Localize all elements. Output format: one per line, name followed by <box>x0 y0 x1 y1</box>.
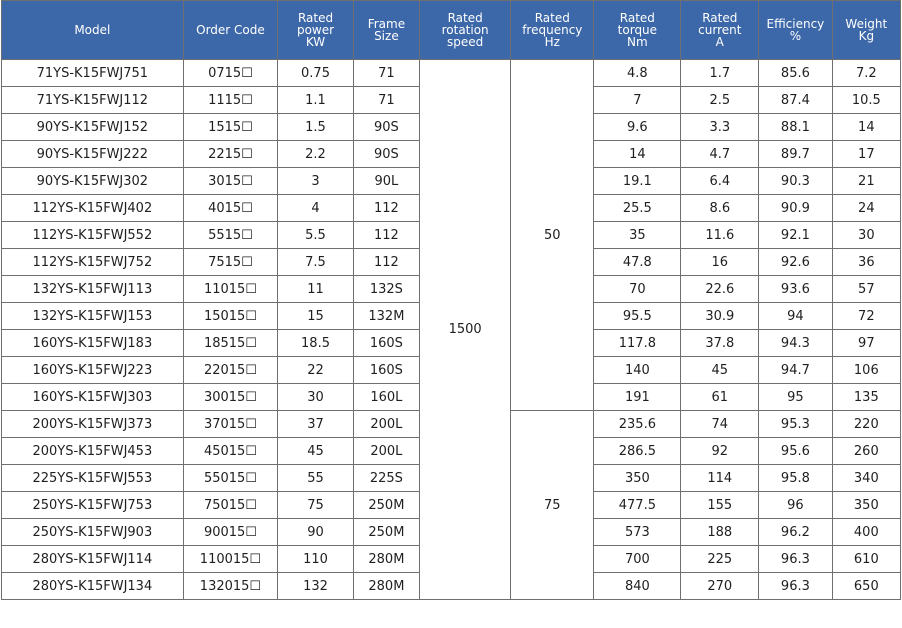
cell-model: 280YS-K15FWJ114 <box>2 546 184 573</box>
cell-order-code: 3015☐ <box>183 168 278 195</box>
cell-rated-frequency: 50 <box>511 60 594 411</box>
cell-frame-size: 90L <box>353 168 419 195</box>
cell-model: 160YS-K15FWJ183 <box>2 330 184 357</box>
cell-rated-torque: 477.5 <box>594 492 681 519</box>
cell-rated-power: 30 <box>278 384 354 411</box>
cell-model: 90YS-K15FWJ222 <box>2 141 184 168</box>
header-line: A <box>715 35 724 49</box>
cell-order-code: 75015☐ <box>183 492 278 519</box>
cell-rated-power: 22 <box>278 357 354 384</box>
cell-weight: 350 <box>832 492 900 519</box>
cell-order-code: 22015☐ <box>183 357 278 384</box>
cell-rated-power: 55 <box>278 465 354 492</box>
cell-efficiency: 94.3 <box>759 330 833 357</box>
cell-rated-torque: 70 <box>594 276 681 303</box>
header-frame-size <box>353 1 419 60</box>
cell-order-code: 5515☐ <box>183 222 278 249</box>
cell-model: 132YS-K15FWJ113 <box>2 276 184 303</box>
cell-weight: 30 <box>832 222 900 249</box>
cell-order-code: 0715☐ <box>183 60 278 87</box>
header-line: power <box>296 23 335 37</box>
cell-order-code: 11015☐ <box>183 276 278 303</box>
table-header-row <box>2 1 901 60</box>
header-rated-current <box>681 1 759 60</box>
cell-rated-current: 270 <box>681 573 759 600</box>
cell-efficiency: 95.3 <box>759 411 833 438</box>
table-row <box>2 60 901 87</box>
cell-rated-frequency: 75 <box>511 411 594 600</box>
header-line: Rated <box>297 11 334 25</box>
header-line: frequency <box>522 23 583 37</box>
cell-weight: 106 <box>832 357 900 384</box>
cell-weight: 7.2 <box>832 60 900 87</box>
cell-rated-torque: 350 <box>594 465 681 492</box>
cell-frame-size: 225S <box>353 465 419 492</box>
table-body <box>2 60 901 600</box>
cell-efficiency: 88.1 <box>759 114 833 141</box>
cell-rated-torque: 573 <box>594 519 681 546</box>
cell-weight: 340 <box>832 465 900 492</box>
cell-efficiency: 93.6 <box>759 276 833 303</box>
cell-rated-torque: 9.6 <box>594 114 681 141</box>
cell-frame-size: 112 <box>353 222 419 249</box>
header-line: Hz <box>544 35 560 49</box>
cell-order-code: 110015☐ <box>183 546 278 573</box>
cell-weight: 260 <box>832 438 900 465</box>
cell-weight: 97 <box>832 330 900 357</box>
cell-efficiency: 96.3 <box>759 573 833 600</box>
cell-rated-current: 92 <box>681 438 759 465</box>
cell-rated-power: 132 <box>278 573 354 600</box>
cell-frame-size: 71 <box>353 60 419 87</box>
cell-frame-size: 71 <box>353 87 419 114</box>
header-line: % <box>789 29 802 43</box>
cell-model: 112YS-K15FWJ752 <box>2 249 184 276</box>
cell-rated-current: 61 <box>681 384 759 411</box>
cell-model: 132YS-K15FWJ153 <box>2 303 184 330</box>
cell-model: 160YS-K15FWJ223 <box>2 357 184 384</box>
cell-frame-size: 132M <box>353 303 419 330</box>
cell-rated-torque: 117.8 <box>594 330 681 357</box>
cell-frame-size: 90S <box>353 141 419 168</box>
cell-rated-current: 45 <box>681 357 759 384</box>
cell-rated-torque: 19.1 <box>594 168 681 195</box>
cell-model: 71YS-K15FWJ112 <box>2 87 184 114</box>
cell-rated-power: 15 <box>278 303 354 330</box>
cell-order-code: 90015☐ <box>183 519 278 546</box>
cell-rated-current: 8.6 <box>681 195 759 222</box>
cell-rated-torque: 840 <box>594 573 681 600</box>
cell-rated-torque: 191 <box>594 384 681 411</box>
cell-rated-power: 7.5 <box>278 249 354 276</box>
header-line: Efficiency <box>766 17 825 31</box>
cell-rated-power: 90 <box>278 519 354 546</box>
cell-rated-current: 16 <box>681 249 759 276</box>
header-line: KW <box>305 35 326 49</box>
header-line: Kg <box>858 29 875 43</box>
cell-model: 280YS-K15FWJ134 <box>2 573 184 600</box>
header-order-code <box>183 1 278 60</box>
cell-order-code: 45015☐ <box>183 438 278 465</box>
cell-efficiency: 87.4 <box>759 87 833 114</box>
cell-frame-size: 200L <box>353 411 419 438</box>
cell-weight: 21 <box>832 168 900 195</box>
cell-rated-current: 4.7 <box>681 141 759 168</box>
cell-efficiency: 96.2 <box>759 519 833 546</box>
cell-rated-current: 37.8 <box>681 330 759 357</box>
cell-frame-size: 160S <box>353 357 419 384</box>
cell-weight: 36 <box>832 249 900 276</box>
cell-order-code: 18515☐ <box>183 330 278 357</box>
cell-order-code: 37015☐ <box>183 411 278 438</box>
cell-rated-torque: 7 <box>594 87 681 114</box>
cell-weight: 400 <box>832 519 900 546</box>
cell-order-code: 132015☐ <box>183 573 278 600</box>
cell-rated-power: 110 <box>278 546 354 573</box>
cell-rated-current: 188 <box>681 519 759 546</box>
cell-efficiency: 89.7 <box>759 141 833 168</box>
cell-weight: 220 <box>832 411 900 438</box>
cell-rated-power: 45 <box>278 438 354 465</box>
cell-weight: 650 <box>832 573 900 600</box>
cell-rated-power: 11 <box>278 276 354 303</box>
header-line: Size <box>374 29 399 43</box>
cell-rated-current: 225 <box>681 546 759 573</box>
header-line: Weight <box>845 17 888 31</box>
cell-efficiency: 95.8 <box>759 465 833 492</box>
cell-weight: 17 <box>832 141 900 168</box>
header-weight <box>832 1 900 60</box>
cell-model: 71YS-K15FWJ751 <box>2 60 184 87</box>
cell-rated-current: 155 <box>681 492 759 519</box>
cell-rated-torque: 700 <box>594 546 681 573</box>
cell-rated-power: 2.2 <box>278 141 354 168</box>
cell-rated-current: 2.5 <box>681 87 759 114</box>
cell-frame-size: 160S <box>353 330 419 357</box>
cell-frame-size: 250M <box>353 519 419 546</box>
cell-order-code: 4015☐ <box>183 195 278 222</box>
cell-rated-torque: 14 <box>594 141 681 168</box>
cell-model: 200YS-K15FWJ453 <box>2 438 184 465</box>
cell-rated-power: 1.1 <box>278 87 354 114</box>
header-line: Rated <box>534 11 570 25</box>
header-line: Frame <box>367 17 406 31</box>
cell-order-code: 15015☐ <box>183 303 278 330</box>
cell-rated-power: 0.75 <box>278 60 354 87</box>
cell-rated-torque: 140 <box>594 357 681 384</box>
cell-efficiency: 94 <box>759 303 833 330</box>
cell-rated-current: 6.4 <box>681 168 759 195</box>
cell-efficiency: 85.6 <box>759 60 833 87</box>
cell-model: 112YS-K15FWJ402 <box>2 195 184 222</box>
cell-frame-size: 250M <box>353 492 419 519</box>
cell-rated-current: 114 <box>681 465 759 492</box>
cell-rated-power: 5.5 <box>278 222 354 249</box>
cell-rated-torque: 47.8 <box>594 249 681 276</box>
cell-frame-size: 112 <box>353 195 419 222</box>
cell-rated-power: 37 <box>278 411 354 438</box>
cell-rated-rotation-speed: 1500 <box>419 60 510 600</box>
cell-frame-size: 160L <box>353 384 419 411</box>
cell-rated-torque: 4.8 <box>594 60 681 87</box>
header-model <box>2 1 184 60</box>
cell-frame-size: 280M <box>353 573 419 600</box>
cell-rated-power: 3 <box>278 168 354 195</box>
cell-rated-power: 1.5 <box>278 114 354 141</box>
header-efficiency <box>759 1 833 60</box>
cell-efficiency: 96 <box>759 492 833 519</box>
cell-rated-power: 18.5 <box>278 330 354 357</box>
header-rated-rotation-speed <box>419 1 510 60</box>
cell-rated-current: 22.6 <box>681 276 759 303</box>
header-line: Model <box>74 23 111 37</box>
cell-model: 160YS-K15FWJ303 <box>2 384 184 411</box>
cell-model: 250YS-K15FWJ753 <box>2 492 184 519</box>
cell-weight: 610 <box>832 546 900 573</box>
cell-model: 200YS-K15FWJ373 <box>2 411 184 438</box>
header-rated-frequency <box>511 1 594 60</box>
cell-rated-current: 74 <box>681 411 759 438</box>
cell-rated-torque: 286.5 <box>594 438 681 465</box>
cell-model: 225YS-K15FWJ553 <box>2 465 184 492</box>
cell-order-code: 1515☐ <box>183 114 278 141</box>
cell-weight: 24 <box>832 195 900 222</box>
cell-efficiency: 90.3 <box>759 168 833 195</box>
cell-rated-power: 75 <box>278 492 354 519</box>
header-rated-power <box>278 1 354 60</box>
cell-rated-torque: 35 <box>594 222 681 249</box>
header-rated-torque <box>594 1 681 60</box>
cell-rated-torque: 25.5 <box>594 195 681 222</box>
header-line: Order Code <box>196 23 265 37</box>
cell-rated-current: 11.6 <box>681 222 759 249</box>
cell-weight: 10.5 <box>832 87 900 114</box>
header-line: current <box>698 23 742 37</box>
cell-model: 90YS-K15FWJ152 <box>2 114 184 141</box>
cell-efficiency: 92.6 <box>759 249 833 276</box>
header-line: Rated <box>702 11 738 25</box>
header-line: Rated <box>619 11 655 25</box>
cell-order-code: 55015☐ <box>183 465 278 492</box>
header-line: torque <box>617 23 658 37</box>
cell-efficiency: 90.9 <box>759 195 833 222</box>
cell-order-code: 2215☐ <box>183 141 278 168</box>
cell-model: 250YS-K15FWJ903 <box>2 519 184 546</box>
cell-efficiency: 95.6 <box>759 438 833 465</box>
cell-model: 112YS-K15FWJ552 <box>2 222 184 249</box>
cell-efficiency: 94.7 <box>759 357 833 384</box>
cell-weight: 57 <box>832 276 900 303</box>
header-line: speed <box>447 35 484 49</box>
header-line: Rated <box>447 11 483 25</box>
cell-rated-current: 30.9 <box>681 303 759 330</box>
cell-frame-size: 280M <box>353 546 419 573</box>
cell-order-code: 30015☐ <box>183 384 278 411</box>
cell-rated-current: 3.3 <box>681 114 759 141</box>
cell-weight: 14 <box>832 114 900 141</box>
cell-weight: 135 <box>832 384 900 411</box>
cell-frame-size: 90S <box>353 114 419 141</box>
cell-frame-size: 112 <box>353 249 419 276</box>
cell-weight: 72 <box>832 303 900 330</box>
cell-frame-size: 200L <box>353 438 419 465</box>
cell-efficiency: 96.3 <box>759 546 833 573</box>
cell-rated-current: 1.7 <box>681 60 759 87</box>
cell-model: 90YS-K15FWJ302 <box>2 168 184 195</box>
header-line: rotation <box>441 23 489 37</box>
cell-order-code: 7515☐ <box>183 249 278 276</box>
cell-efficiency: 95 <box>759 384 833 411</box>
cell-rated-torque: 235.6 <box>594 411 681 438</box>
cell-rated-power: 4 <box>278 195 354 222</box>
cell-frame-size: 132S <box>353 276 419 303</box>
cell-order-code: 1115☐ <box>183 87 278 114</box>
header-line: Nm <box>627 35 648 49</box>
cell-rated-torque: 95.5 <box>594 303 681 330</box>
motor-spec-table <box>1 0 901 600</box>
cell-efficiency: 92.1 <box>759 222 833 249</box>
